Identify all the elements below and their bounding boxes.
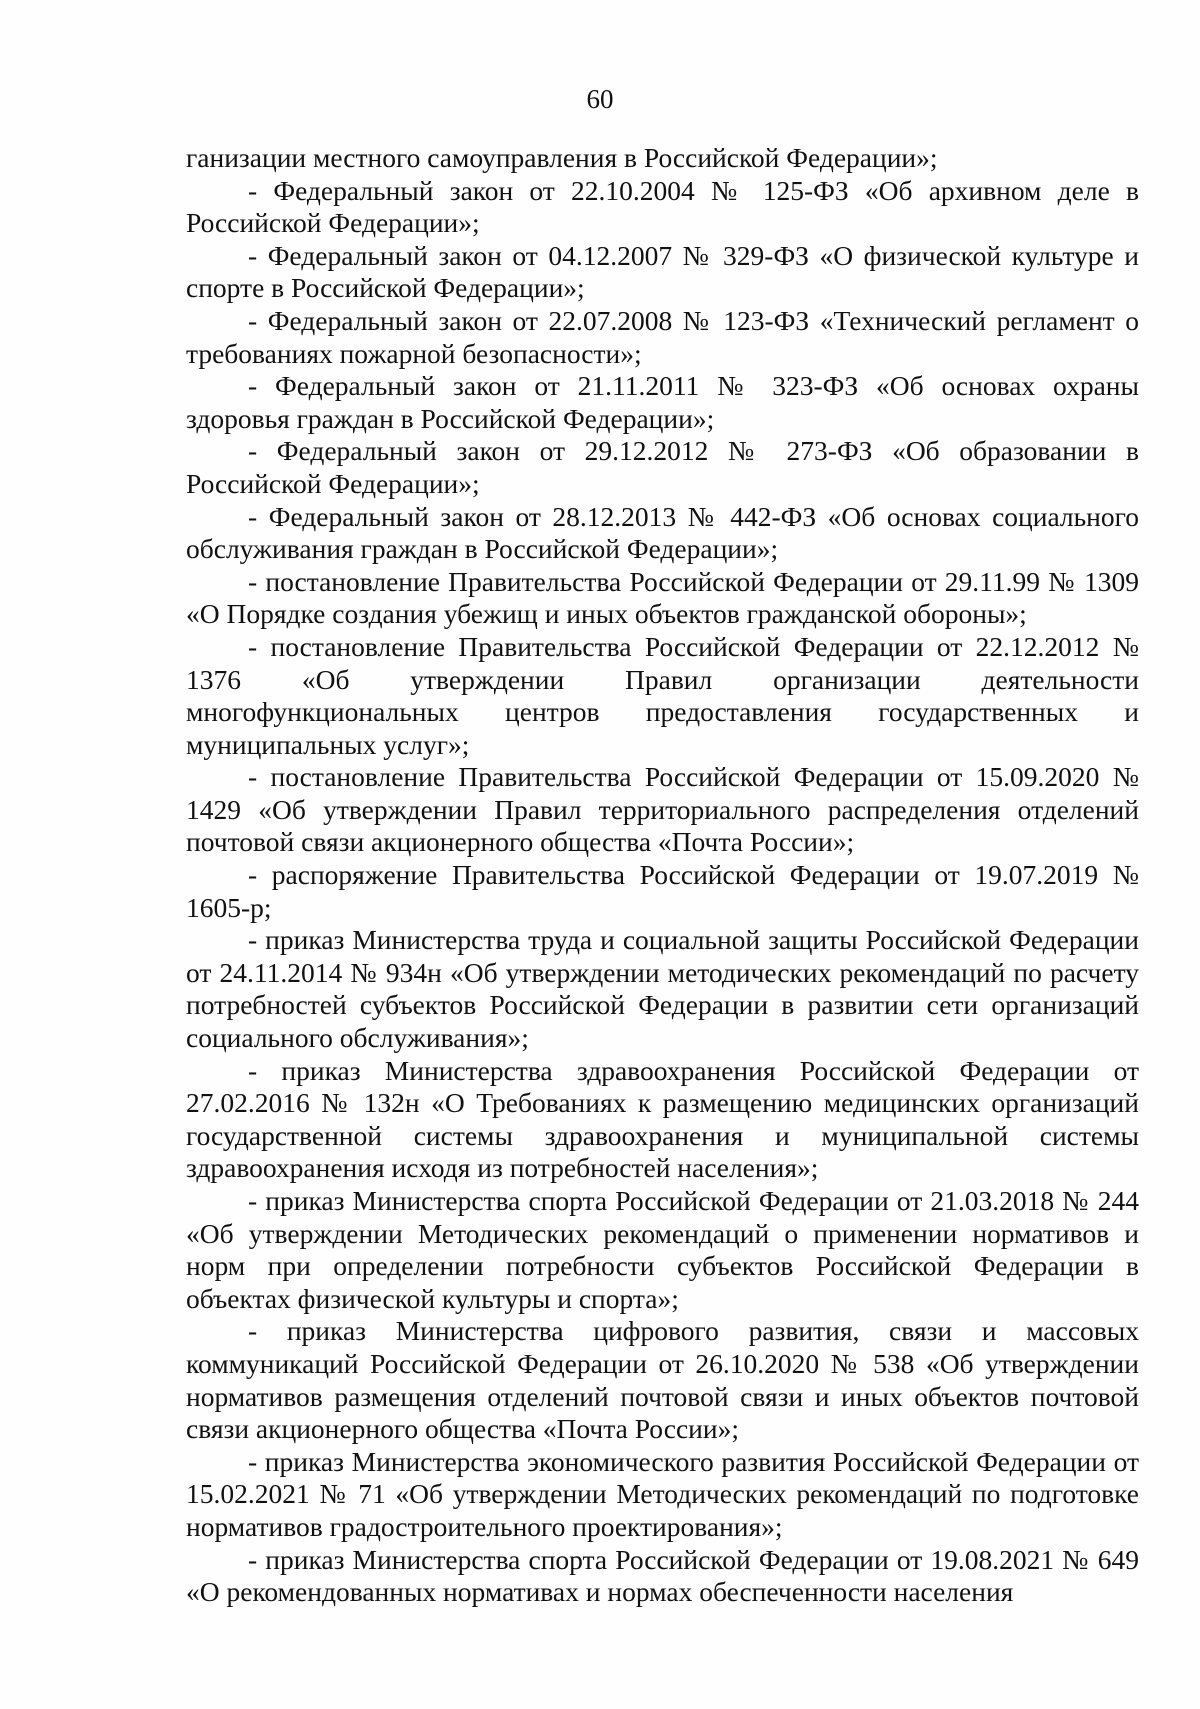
list-item-law-125: - Федеральный закон от 22.10.2004 № 125-ФЗ «Об архивном деле в Российской Федерации»; (186, 174, 1139, 239)
list-item-order-934n: - приказ Министерства труда и социальной защиты Российской Федерации от 24.11.2014 № 934н «Об утверждении методических рекомендаций по расчету потребностей субъектов Российской Федерации в развитии сети организаций социального обслуживания»; (186, 924, 1139, 1054)
list-item-order-538: - приказ Министерства цифрового развития, связи и массовых коммуникаций Российской Федерации от 26.10.2020 № 538 «Об утверждении нормативов размещения отделений почтовой связи и иных объектов почтовой связи акционерного общества «Почта России»; (186, 1315, 1139, 1445)
document-body (186, 142, 1139, 1609)
list-item-law-442: - Федеральный закон от 28.12.2013 № 442-ФЗ «Об основах социального обслуживания граждан в Российской Федерации»; (186, 500, 1139, 565)
list-item-order-132n: - приказ Министерства здравоохранения Российской Федерации от 27.02.2016 № 132н «О Требованиях к размещению медицинских организаций государственной системы здравоохранения и муниципальной системы здравоохранения исходя из потребностей населения»; (186, 1054, 1139, 1184)
list-item-decree-1309: - постановление Правительства Российской Федерации от 29.11.99 № 1309 «О Порядке создания убежищ и иных объектов гражданской обороны»; (186, 565, 1139, 630)
list-item-law-123: - Федеральный закон от 22.07.2008 № 123-ФЗ «Технический регламент о требованиях пожарной безопасности»; (186, 304, 1139, 369)
list-item-order-649: - приказ Министерства спорта Российской Федерации от 19.08.2021 № 649 «О рекомендованных нормативах и нормах обеспеченности населения (186, 1543, 1139, 1608)
paragraph-continuation: ганизации местного самоуправления в Российской Федерации»; (186, 142, 938, 173)
list-item-order-1605: - распоряжение Правительства Российской Федерации от 19.07.2019 № 1605-р; (186, 859, 1139, 923)
list-item-law-323: - Федеральный закон от 21.11.2011 № 323-ФЗ «Об основах охраны здоровья граждан в Российской Федерации»; (186, 370, 1139, 434)
list-item-decree-1376: - постановление Правительства Российской Федерации от 22.12.2012 № 1376 «Об утверждении Правил организации деятельности многофункциональных центров предоставления государственных и муниципальных услуг»; (186, 630, 1139, 760)
list-item-order-71: - приказ Министерства экономического развития Российской Федерации от 15.02.2021 № 71 «Об утверждении Методических рекомендаций по подготовке нормативов градостроительного проектирования»; (186, 1445, 1139, 1542)
page-number: 60 (586, 84, 614, 114)
list-item-decree-1429: - постановление Правительства Российской Федерации от 15.09.2020 № 1429 «Об утверждении Правил территориального распределения отделений почтовой связи акционерного общества «Почта России»; (186, 761, 1139, 858)
list-item-order-244: - приказ Министерства спорта Российской Федерации от 21.03.2018 № 244 «Об утверждении Методических рекомендаций о применении нормативов и норм при определении потребности субъектов Российской Федерации в объектах физической культуры и спорта»; (186, 1185, 1139, 1314)
list-item-law-273: - Федеральный закон от 29.12.2012 № 273-ФЗ «Об образовании в Российской Федерации»; (186, 435, 1139, 499)
list-item-law-329: - Федеральный закон от 04.12.2007 № 329-ФЗ «О физической культуре и спорте в Российской Федерации»; (186, 239, 1139, 304)
